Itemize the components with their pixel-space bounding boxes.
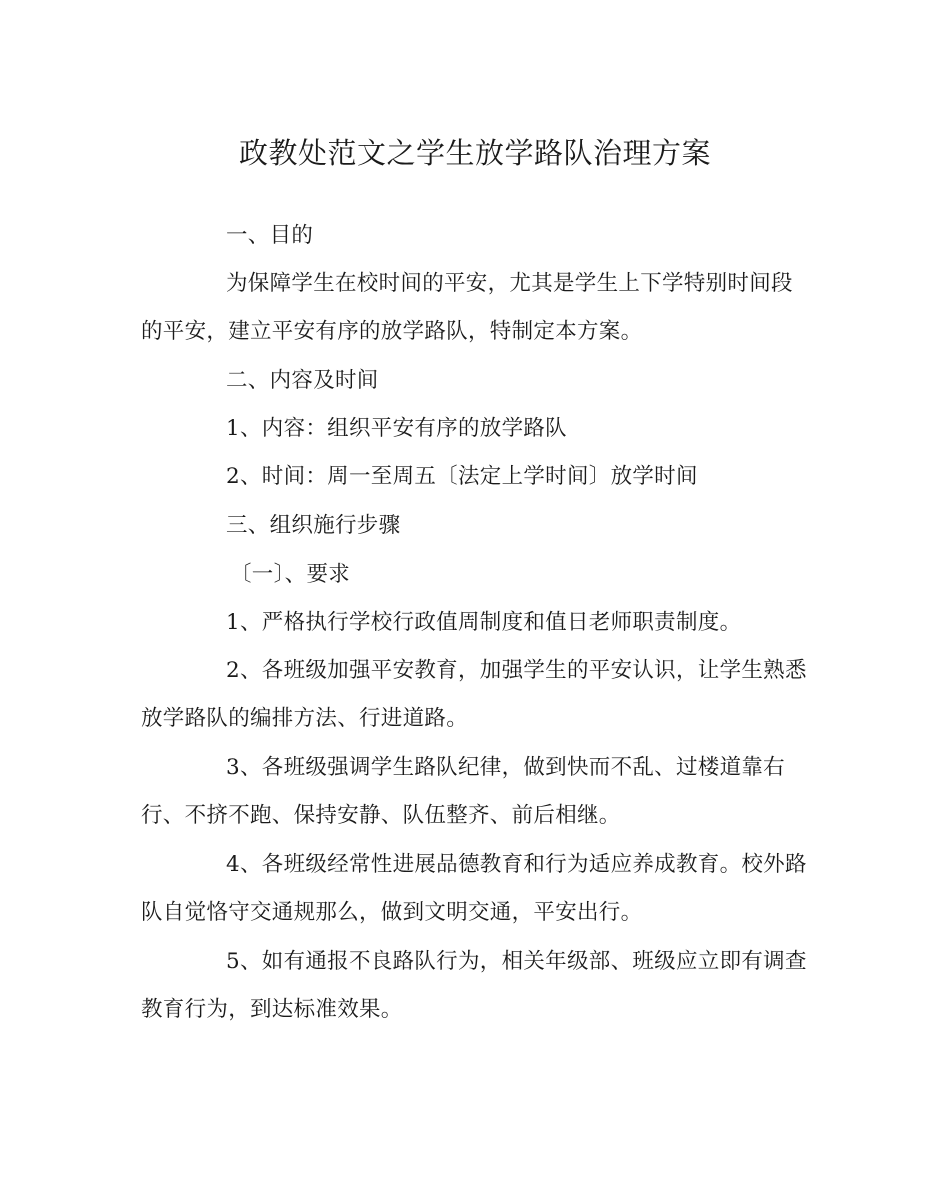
document-title: 政教处范文之学生放学路队治理方案 [238, 136, 711, 170]
paragraph-line: 4、各班级经常性进展品德教育和行为适应养成教育。校外路 [226, 852, 807, 877]
paragraph-line: 3、各班级强调学生路队纪律，做到快而不乱、过楼道靠右 [226, 755, 785, 780]
paragraph-line: 的平安，建立平安有序的放学路队，特制定本方案。 [141, 319, 643, 344]
paragraph-line: 行、不挤不跑、保持安静、队伍整齐、前后相继。 [141, 803, 621, 828]
paragraph-line: 2、各班级加强平安教育，加强学生的平安认识，让学生熟悉 [226, 658, 807, 683]
paragraph-line: 为保障学生在校时间的平安，尤其是学生上下学特别时间段 [226, 271, 793, 296]
paragraph-line: 1、内容：组织平安有序的放学路队 [226, 416, 567, 441]
section-heading-steps: 三、组织施行步骤 [226, 513, 401, 538]
paragraph-line: 5、如有通报不良路队行为，相关年级部、班级应立即有调查 [226, 949, 807, 974]
subsection-heading-requirements: 〔一〕、要求 [230, 562, 351, 587]
paragraph-line: 教育行为，到达标准效果。 [141, 997, 403, 1022]
paragraph-line: 2、时间：周一至周五〔法定上学时间〕放学时间 [226, 464, 698, 489]
section-heading-purpose: 一、目的 [226, 223, 314, 248]
paragraph-line: 1、严格执行学校行政值周制度和值日老师职责制度。 [226, 610, 742, 635]
paragraph-line: 队自觉恪守交通规那么，做到文明交通，平安出行。 [141, 900, 643, 925]
paragraph-line: 放学路队的编排方法、行进道路。 [141, 706, 469, 731]
section-heading-content-time: 二、内容及时间 [226, 368, 379, 393]
